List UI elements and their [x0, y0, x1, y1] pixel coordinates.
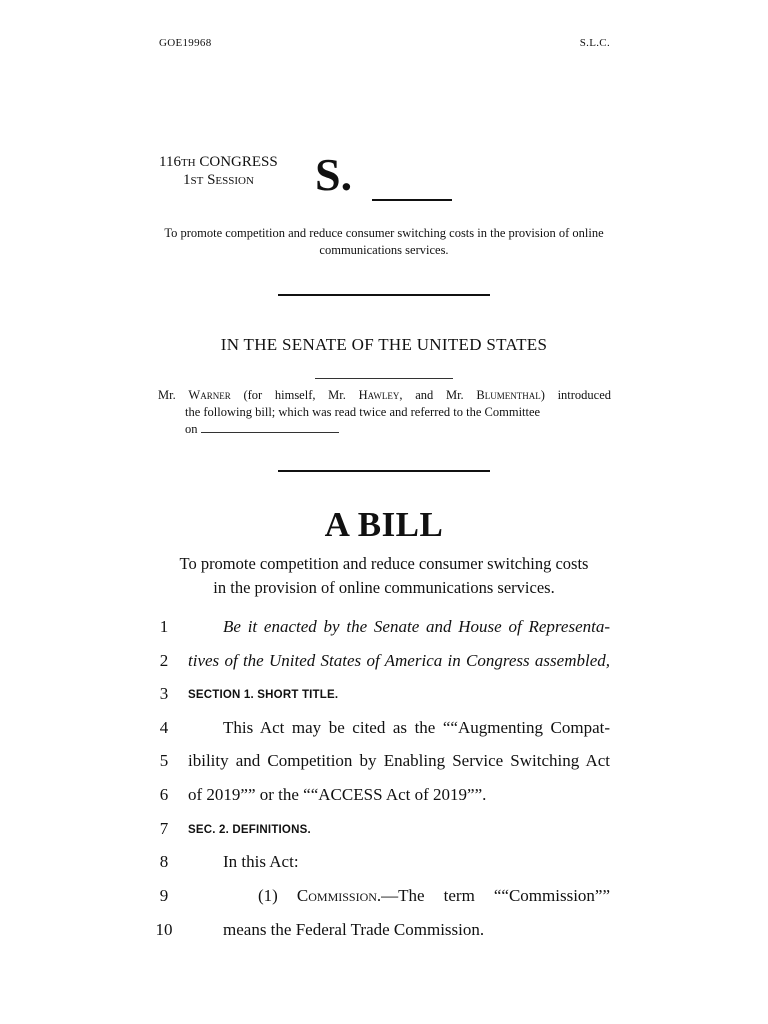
sponsor-name: Warner: [188, 388, 231, 402]
cosponsor-name: Hawley: [358, 388, 400, 402]
purpose-summary: To promote competition and reduce consumer switching costs in the provision of online communications services.: [164, 226, 604, 257]
enacting-clause: tives of the United States of America in Congress assembled,: [188, 651, 610, 670]
committee-blank: [201, 432, 339, 433]
line-number: 4: [159, 718, 169, 737]
line-number: 7: [159, 819, 169, 838]
enacting-clause: Be it enacted by the Senate and House of Representa-: [223, 617, 610, 636]
session-word: Session: [207, 172, 254, 188]
definition-text: means the Federal Trade Commission.: [223, 920, 485, 939]
document-id: GOE19968: [159, 37, 212, 49]
section-heading: SEC. 2. DEFINITIONS.: [188, 824, 311, 836]
line-number: 2: [159, 651, 169, 670]
bill-purpose: To promote competition and reduce consumer switching costs in the provision of online communications services.: [179, 554, 589, 597]
line-number: 9: [159, 886, 169, 905]
intro-line-1: Mr. Warner (for himself, Mr. Hawley, and Mr. Blumenthal) introduced: [158, 388, 612, 402]
line-number: 10: [155, 920, 173, 939]
line-number: 6: [159, 785, 169, 804]
line-number: 1: [159, 617, 169, 636]
bill-title: A BILL: [324, 505, 444, 544]
bill-number-blank: [372, 199, 452, 201]
line-number: 3: [159, 684, 169, 703]
bill-prefix: S.: [315, 149, 353, 200]
congress-session: [159, 154, 278, 190]
office-code: S.L.C.: [579, 37, 610, 49]
line-number: 5: [159, 751, 169, 770]
intro-line-2: the following bill; which was read twice and referred to the Committee: [185, 405, 541, 419]
session-line: 1ST Session: [183, 172, 254, 188]
chamber-heading: IN THE SENATE OF THE UNITED STATES: [220, 335, 548, 354]
section-text: ibility and Competition by Enabling Service Switching Act: [188, 751, 610, 770]
introduction-statement: [158, 387, 611, 438]
congress-line: 116TH CONGRESS: [159, 154, 278, 170]
divider: [278, 470, 490, 472]
cosponsor-name: Blumenthal: [476, 388, 541, 402]
section-heading: SECTION 1. SHORT TITLE.: [188, 689, 339, 701]
line-number: 8: [159, 852, 169, 871]
divider-short: [315, 378, 453, 379]
section-text: In this Act:: [223, 852, 299, 871]
divider: [278, 294, 490, 296]
definition-term: (1) Commission.—The term ““Commission””: [258, 886, 611, 905]
section-text: This Act may be cited as the ““Augmenting Compat-: [223, 718, 610, 737]
intro-line-3: on: [158, 421, 611, 438]
section-text: of 2019”” or the ““ACCESS Act of 2019””.: [188, 785, 487, 804]
